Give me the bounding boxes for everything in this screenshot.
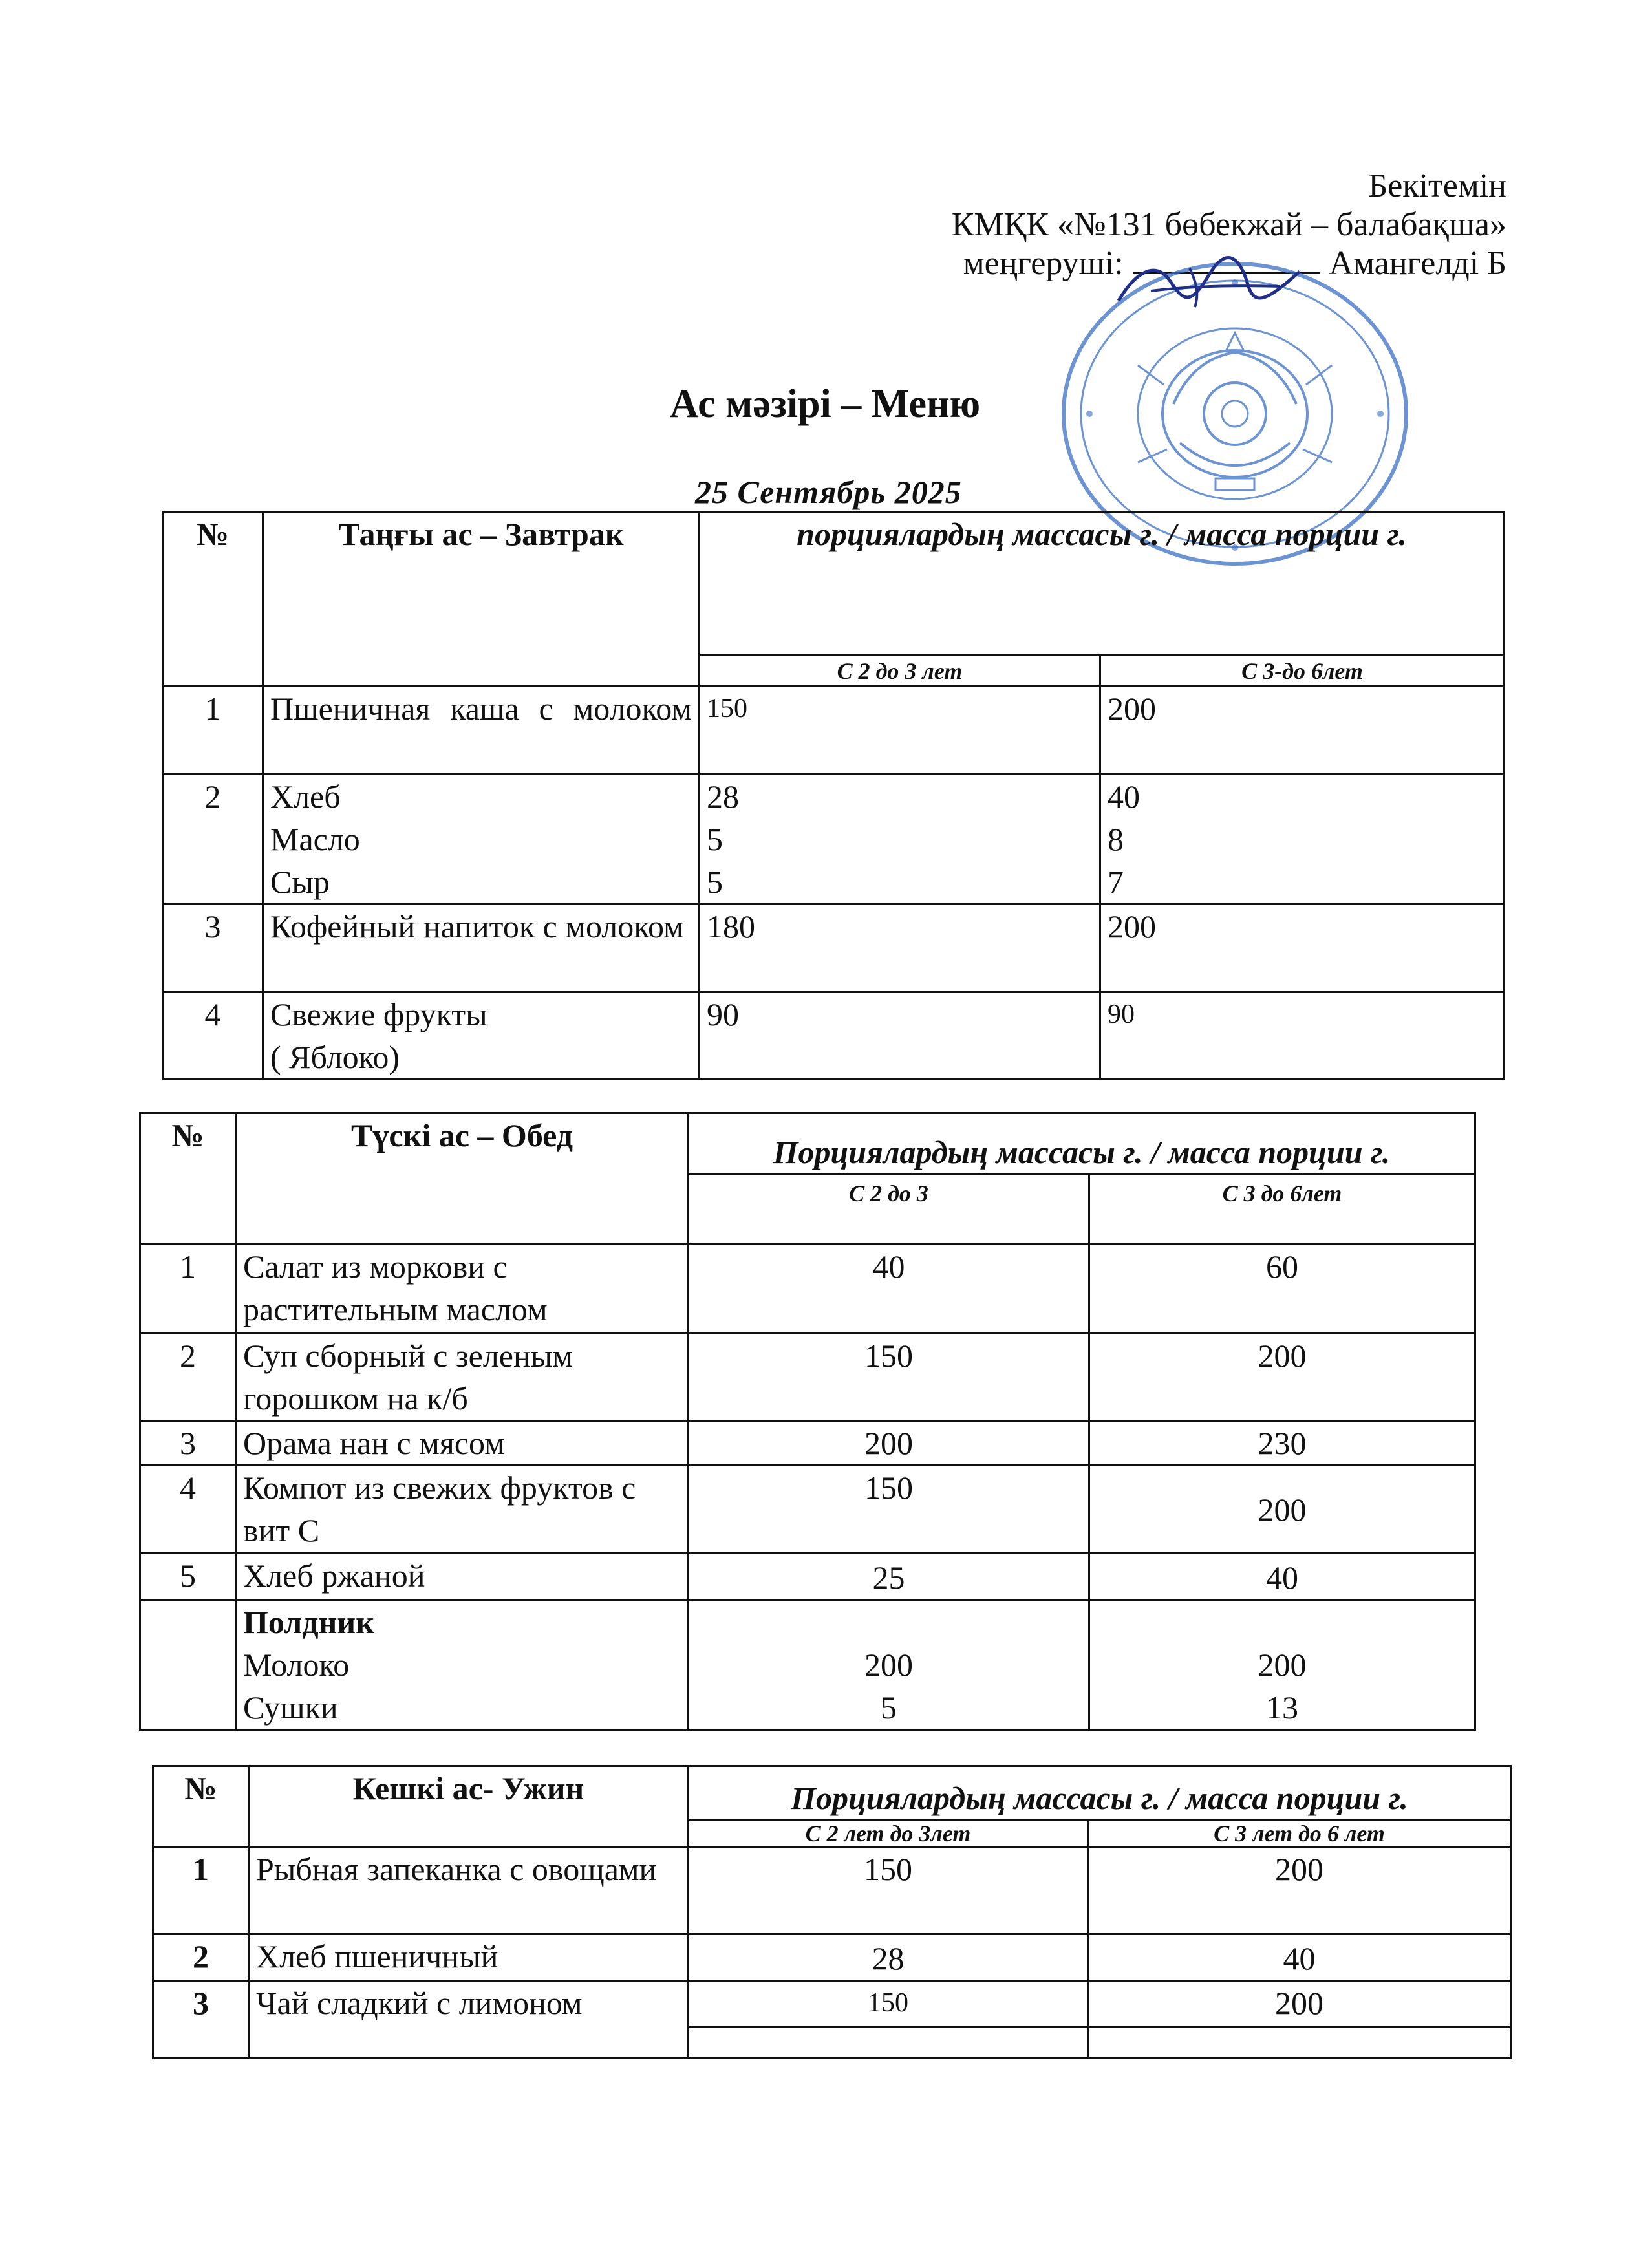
portion-age-2: 200 (1088, 1981, 1511, 2027)
portion-age-2: 200 (1100, 904, 1505, 992)
portion-header: Порциялардың массасы г. / масса порции г. (689, 1766, 1511, 1821)
portion-header: Порциялардың массасы г. / масса порции г. (689, 1113, 1475, 1175)
snack-portion-age-2: 200 13 (1089, 1600, 1475, 1730)
dish-name: Хлеб Масло Сыр (263, 775, 700, 904)
approval-line-organization: КМҚК «№131 бөбекжай – балабақша» (951, 206, 1506, 243)
empty-cell (1088, 2027, 1511, 2059)
portion-age-1: 150 (689, 1981, 1088, 2027)
portion-age-2: 90 (1100, 992, 1505, 1080)
dish-name: Салат из моркови с растительным маслом (236, 1245, 689, 1334)
meal-header: Кешкі ас- Ужин (249, 1766, 689, 1847)
snack-row (140, 1600, 1475, 1730)
empty-cell (689, 2027, 1088, 2059)
portion-age-2: 200 (1089, 1466, 1475, 1554)
portion-age-2: 40 (1089, 1554, 1475, 1600)
row-number: 3 (140, 1421, 236, 1466)
breakfast-table (162, 511, 1505, 1080)
portion-age-2: 200 (1089, 1334, 1475, 1421)
snack-title: Полдник (243, 1604, 375, 1640)
portion-age-1: 150 (689, 1466, 1089, 1554)
dish-name: Пшеничная каша с молоком (263, 687, 700, 775)
table-row (153, 1847, 1511, 1934)
dish-name: Чай сладкий с лимоном (249, 1981, 689, 2059)
lunch-table (139, 1112, 1476, 1731)
age-group-2: С 3-до 6лет (1100, 656, 1505, 687)
dish-name: Суп сборный с зеленым горошком на к/б (236, 1334, 689, 1421)
row-number: 1 (140, 1245, 236, 1334)
dish-name: Рыбная запеканка с овощами (249, 1847, 689, 1934)
age-group-1: С 2 до 3 (689, 1175, 1089, 1245)
dish-name: Кофейный напиток с молоком (263, 904, 700, 992)
meal-header: Таңғы ас – Завтрак (263, 512, 700, 687)
portion-age-2: 40 8 7 (1100, 775, 1505, 904)
portion-age-1: 200 (689, 1421, 1089, 1466)
snack-number-cell (140, 1600, 236, 1730)
dish-name: Хлеб пшеничный (249, 1934, 689, 1981)
row-number: 2 (153, 1934, 249, 1981)
table-row (163, 904, 1505, 992)
signature-icon (1112, 255, 1306, 314)
table-row (140, 1421, 1475, 1466)
portion-age-1: 150 (689, 1334, 1089, 1421)
dish-name: Орама нан с мясом (236, 1421, 689, 1466)
snack-portion-age-1: 200 5 (689, 1600, 1089, 1730)
table-row (140, 1334, 1475, 1421)
age-group-1: С 2 лет до 3лет (689, 1821, 1088, 1847)
table-header-row (163, 512, 1505, 656)
num-header: № (140, 1113, 236, 1245)
table-row (140, 1554, 1475, 1600)
row-number: 4 (163, 992, 263, 1080)
row-number: 3 (163, 904, 263, 992)
approval-head-label: меңгеруші: (963, 245, 1124, 282)
table-row (140, 1245, 1475, 1334)
portion-age-2: 230 (1089, 1421, 1475, 1466)
portion-age-1: 25 (689, 1554, 1089, 1600)
portion-age-2: 200 (1088, 1847, 1511, 1934)
table-row (163, 775, 1505, 904)
age-group-1: С 2 до 3 лет (700, 656, 1100, 687)
dish-name: Свежие фрукты ( Яблоко) (263, 992, 700, 1080)
dish-name: Хлеб ржаной (236, 1554, 689, 1600)
num-header: № (163, 512, 263, 687)
portion-age-1: 40 (689, 1245, 1089, 1334)
snack-items: Молоко Сушки (243, 1647, 350, 1726)
portion-age-1: 150 (700, 687, 1100, 775)
row-number: 3 (153, 1981, 249, 2059)
table-row (153, 1981, 1511, 2027)
row-number: 4 (140, 1466, 236, 1554)
table-row (140, 1466, 1475, 1554)
age-group-2: С 3 лет до 6 лет (1088, 1821, 1511, 1847)
portion-age-2: 200 (1100, 687, 1505, 775)
dish-name: Компот из свежих фруктов с вит С (236, 1466, 689, 1554)
row-number: 5 (140, 1554, 236, 1600)
row-number: 1 (163, 687, 263, 775)
table-header-row (140, 1113, 1475, 1175)
row-number: 1 (153, 1847, 249, 1934)
menu-date: 25 Сентябрь 2025 (695, 474, 962, 510)
portion-age-1: 28 5 5 (700, 775, 1100, 904)
portion-age-2: 60 (1089, 1245, 1475, 1334)
approval-line-approve: Бекітемін (1368, 167, 1506, 204)
portion-age-2: 40 (1088, 1934, 1511, 1981)
table-row (163, 992, 1505, 1080)
approval-head-name: Амангелді Б (1329, 245, 1506, 282)
portion-age-1: 90 (700, 992, 1100, 1080)
row-number: 2 (163, 775, 263, 904)
dinner-table (152, 1765, 1512, 2059)
table-row (153, 1934, 1511, 1981)
table-header-row (153, 1766, 1511, 1821)
table-row (163, 687, 1505, 775)
portion-age-1: 28 (689, 1934, 1088, 1981)
num-header: № (153, 1766, 249, 1847)
row-number: 2 (140, 1334, 236, 1421)
page-title: Ас мәзірі – Меню (669, 382, 981, 426)
portion-age-1: 150 (689, 1847, 1088, 1934)
age-group-2: С 3 до 6лет (1089, 1175, 1475, 1245)
snack-cell (236, 1600, 689, 1730)
portion-age-1: 180 (700, 904, 1100, 992)
portion-header: порциялардың массасы г. / масса порции г. (700, 512, 1505, 656)
meal-header: Түскі ас – Обед (236, 1113, 689, 1245)
